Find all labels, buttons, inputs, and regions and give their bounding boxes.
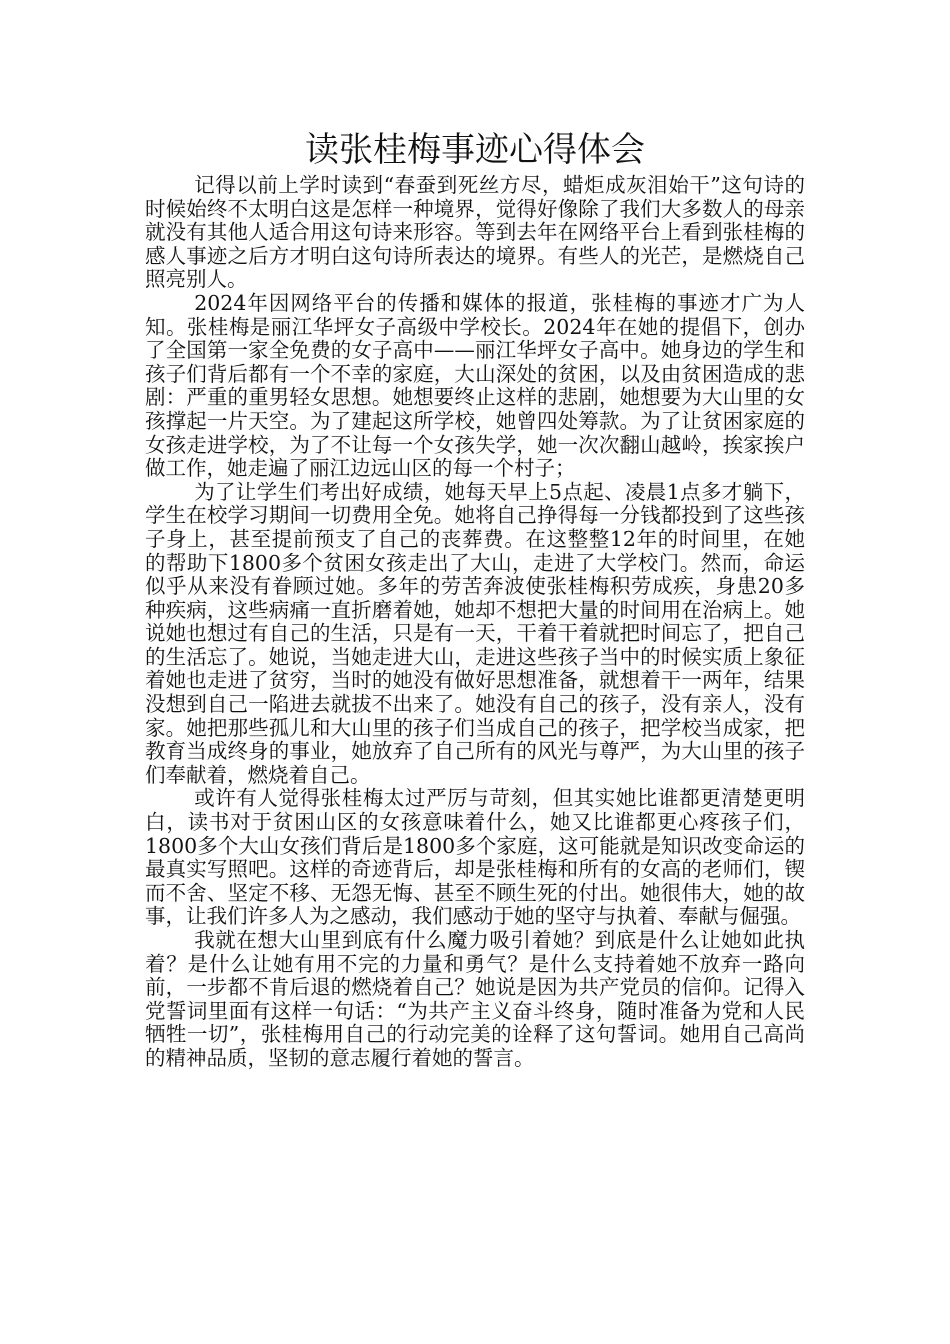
paragraph-3: 为了让学生们考出好成绩，她每天早上5点起、凌晨1点多才躺下，学生在校学习期间一切费用全免。她将自己挣得每一分钱都投到了这些孩子身上，甚至提前预支了自己的丧葬费。在这整整12年的时间里，在她的帮助下1800多个贫困女孩走出了大山，走进了大学校门。然而，命运似乎从来没有眷顾过她。多年的劳苦奔波使张桂梅积劳成疾，身患20多种疾病，这些病痛一直折磨着她，她却不想把大量的时间用在治病上。她说她也想过有自己的生活，只是有一天，干着干着就把时间忘了，把自己的生活忘了。她说，当她走进大山，走进这些孩子当中的时候实质上象征着她也走进了贫穷，当时的她没有做好思想准备，就想着干一两年，结果没想到自己一陷进去就拔不出来了。她没有自己的孩子，没有亲人，没有家。她把那些孤儿和大山里的孩子们当成自己的孩子，把学校当成家，把教育当成终身的事业，她放弃了自己所有的风光与尊严，为大山里的孩子们奉献着，燃烧着自己。 bbox=[145, 479, 805, 787]
document-body bbox=[145, 174, 805, 1071]
paragraph-2: 2024年因网络平台的传播和媒体的报道，张桂梅的事迹才广为人知。张桂梅是丽江华坪女子高级中学校长。2024年在她的提倡下，创办了全国第一家全免费的女子高中——丽江华坪女子高中。她身边的学生和孩子们背后都有一个不幸的家庭，大山深处的贫困，以及由贫困造成的悲剧：严重的重男轻女思想。她想要终止这样的悲剧，她想要为大山里的女孩撑起一片天空。为了建起这所学校，她曾四处筹款。为了让贫困家庭的女孩走进学校，为了不让每一个女孩失学，她一次次翻山越岭，挨家挨户做工作，她走遍了丽江边远山区的每一个村子； bbox=[145, 290, 805, 481]
paragraph-1: 记得以前上学时读到“春蚕到死丝方尽，蜡炬成灰泪始干”这句诗的时候始终不太明白这是怎样一种境界，觉得好像除了我们大多数人的母亲就没有其他人适合用这句诗来形容。等到去年在网络平台上看到张桂梅的感人事迹之后方才明白这句诗所表达的境界。有些人的光芒，是燃烧自己照亮别人。 bbox=[145, 173, 805, 292]
paragraph-4: 或许有人觉得张桂梅太过严厉与苛刻，但其实她比谁都更清楚更明白，读书对于贫困山区的女孩意味着什么，她又比谁都更心疼孩子们，1800多个大山女孩们背后是1800多个家庭，这可能就是知识改变命运的最真实写照吧。这样的奇迹背后，却是张桂梅和所有的女高的老师们，锲而不舍、坚定不移、无怨无悔、甚至不顾生死的付出。她很伟大，她的故事，让我们许多人为之感动，我们感动于她的坚守与执着、奉献与倔强。 bbox=[145, 786, 805, 929]
document-title: 读张桂梅事迹心得体会 bbox=[305, 130, 645, 170]
paragraph-5: 我就在想大山里到底有什么魔力吸引着她？到底是什么让她如此执着？是什么让她有用不完的力量和勇气？是什么支持着她不放弃一路向前，一步都不肯后退的燃烧着自己？她说是因为共产党员的信仰。记得入党誓词里面有这样一句话：“为共产主义奋斗终身，随时准备为党和人民牺牲一切”，张桂梅用自己的行动完美的诠释了这句誓词。她用自己高尚的精神品质，坚韧的意志履行着她的誓言。 bbox=[145, 928, 805, 1070]
